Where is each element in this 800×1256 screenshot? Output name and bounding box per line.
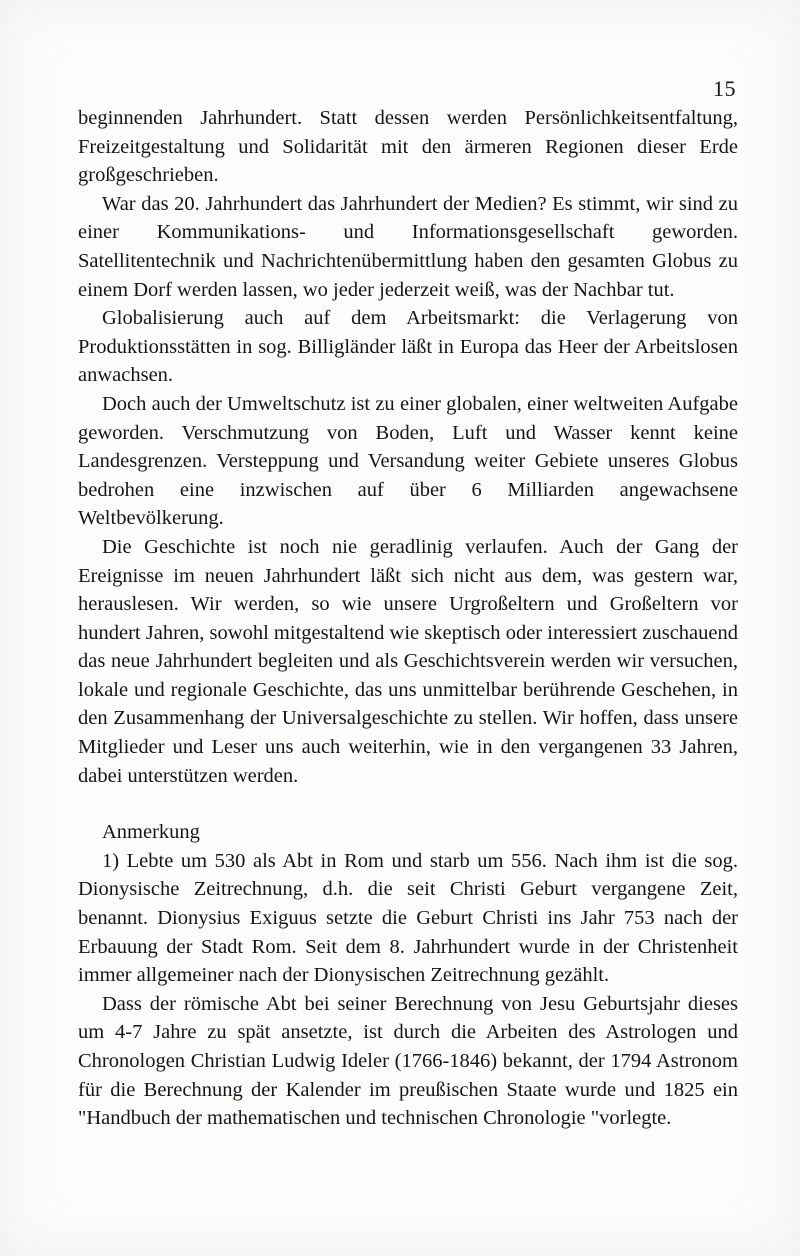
paragraph: Die Geschichte ist noch nie geradlinig verlaufen. Auch der Gang der Ereignisse im neuen Jahrhundert läßt sich nicht aus dem, was gestern war, herauslesen. Wir werden, so wie unsere Urgroßeltern und Großeltern vor hundert Jahren, sowohl mitgestaltend wie skeptisch oder interessiert zuschauend das neue Jahrhundert begleiten und als Geschichtsverein werden wir versuchen, lokale und regionale Geschichte, das uns unmittelbar berührende Geschehen, in den Zusammenhang der Universalgeschichte zu stellen. Wir hoffen, dass unsere Mitglieder und Leser uns auch weiterhin, wie in den vergangenen 33 Jahren, dabei unterstützen werden.	[78, 535, 738, 787]
paragraph: Globalisierung auch auf dem Arbeitsmarkt: die Verlagerung von Produktionsstätten in sog. Billigländer läßt in Europa das Heer der Arbeitslosen anwachsen.	[78, 307, 738, 387]
footnote-paragraph: 1) Lebte um 530 als Abt in Rom und starb um 556. Nach ihm ist die sog. Dionysische Zeitrechnung, d.h. die seit Christi Geburt vergangene Zeit, benannt. Dionysius Exiguus setzte die Geburt Christi ins Jahr 753 nach der Erbauung der Stadt Rom. Seit dem 8. Jahrhundert wurde in der Christenheit immer allgemeiner nach der Dionysischen Zeitrechnung gezählt.	[78, 849, 738, 987]
section-heading-anmerkung: Anmerkung	[102, 821, 200, 844]
paragraph: War das 20. Jahrhundert das Jahrhundert der Medien? Es stimmt, wir sind zu einer Kommunikations- und Informationsgesellschaft geworden. Satellitentechnik und Nachrichtenübermittlung haben den gesamten Globus zu einem Dorf werden lassen, wo jeder jederzeit weiß, was der Nachbar tut.	[78, 192, 738, 301]
page-number: 15	[713, 76, 736, 101]
paragraph: Doch auch der Umweltschutz ist zu einer globalen, einer weltweiten Aufgabe geworden. Verschmutzung von Boden, Luft und Wasser kennt keine Landesgrenzen. Versteppung und Versandung weiter Gebiete unseres Globus bedrohen eine inzwischen auf über 6 Milliarden angewachsene Weltbevölkerung.	[78, 392, 738, 530]
page-text-block	[78, 104, 738, 1133]
footnote-paragraph: Dass der römische Abt bei seiner Berechnung von Jesu Geburtsjahr dieses um 4-7 Jahre zu spät ansetzte, ist durch die Arbeiten des Astrologen und Chronologen Christian Ludwig Ideler (1766-1846) bekannt, der 1794 Astronom für die Berechnung der Kalender im preußischen Staate wurde und 1825 ein "Handbuch der mathematischen und technischen Chronologie "vorlegte.	[78, 992, 738, 1130]
paragraph: beginnenden Jahrhundert. Statt dessen werden Persönlichkeitsentfaltung, Freizeitgestaltung und Solidarität mit den ärmeren Regionen dieser Erde großgeschrieben.	[78, 107, 738, 187]
